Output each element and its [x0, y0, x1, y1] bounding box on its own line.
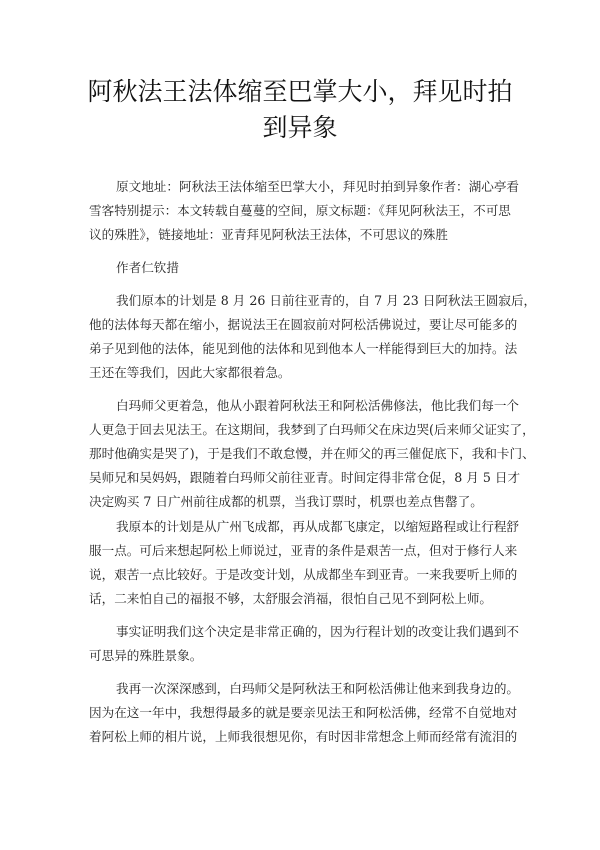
- paragraph-line: 可思异的殊胜景象。: [89, 648, 203, 663]
- paragraph-line: 我原本的计划是从广州飞成都，再从成都飞康定，以缩短路程或让行程舒: [116, 519, 519, 534]
- paragraph-line: 他的法体每天都在缩小，据说法王在圆寂前对阿松活佛说过，要让尽可能多的: [89, 317, 518, 332]
- body-paragraph: [89, 394, 535, 514]
- paragraph-line: 白玛师父更着急，他从小跟着阿秋法王和阿松活佛修法，他比我们每一个: [116, 398, 519, 413]
- paragraph-line: 因为在这一年中，我想得最多的就是要亲见法王和阿松活佛，经常不自觉地对: [89, 705, 518, 720]
- body-paragraph: [89, 677, 529, 749]
- body-paragraph: [89, 620, 529, 668]
- paragraph-line: 我们原本的计划是 8 月 26 日前往亚青的，自 7 月 23 日阿秋法王圆寂后，: [116, 293, 537, 308]
- paragraph-line: 议的殊胜》，链接地址：亚青拜见阿秋法王法体，不可思议的殊胜: [89, 227, 448, 242]
- document-title: [60, 74, 540, 146]
- source-note-paragraph: [89, 175, 529, 247]
- paragraph-line: 弟子见到他的法体，能见到他的法体和见到他本人一样能得到巨大的加持。法: [89, 341, 518, 356]
- paragraph-line: 原文地址：阿秋法王法体缩至巴掌大小，拜见时拍到异象作者：湖心亭看: [116, 179, 519, 194]
- paragraph-line: 人更急于回去见法王。在这期间，我梦到了白玛师父在床边哭(后来师父证实了，: [89, 422, 535, 437]
- title-line: 到异象: [262, 113, 338, 142]
- title-line: 阿秋法王法体缩至巴掌大小，拜见时拍: [87, 77, 513, 106]
- paragraph-line: 雪客特别提示：本文转载自蔓蔓的空间，原文标题：《拜见阿秋法王，不可思: [89, 203, 511, 218]
- paragraph-line: 决定购买 7 日广州前往成都的机票，当我订票时，机票也差点售罄了。: [89, 494, 483, 509]
- body-paragraph: [89, 515, 529, 611]
- author-paragraph: [89, 256, 529, 280]
- paragraph-line: 话，二来怕自己的福报不够，太舒服会消福，很怕自己见不到阿松上师。: [89, 591, 492, 606]
- body-paragraph: [89, 289, 537, 385]
- paragraph-line: 服一点。可后来想起阿松上师说过，亚青的条件是艰苦一点，但对于修行人来: [89, 543, 518, 558]
- paragraph-line: 那时他确实是哭了)，于是我们不敢怠慢，并在师父的再三催促底下，我和卡门、: [89, 446, 535, 461]
- paragraph-line: 着阿松上师的相片说，上师我很想见你，有时因非常想念上师而经常有流泪的: [89, 729, 518, 744]
- paragraph-line: 说，艰苦一点比较好。于是改变计划，从成都坐车到亚青。一来我要听上师的: [89, 567, 518, 582]
- paragraph-line: 王还在等我们，因此大家都很着急。: [89, 365, 291, 380]
- paragraph-line: 事实证明我们这个决定是非常正确的，因为行程计划的改变让我们遇到不: [116, 624, 519, 639]
- paragraph-line: 作者仁钦措: [116, 260, 179, 275]
- paragraph-line: 我再一次深深感到，白玛师父是阿秋法王和阿松活佛让他来到我身边的。: [116, 681, 519, 696]
- paragraph-line: 吴师兄和吴妈妈，跟随着白玛师父前往亚青。时间定得非常仓促，8 月 5 日才: [89, 470, 521, 485]
